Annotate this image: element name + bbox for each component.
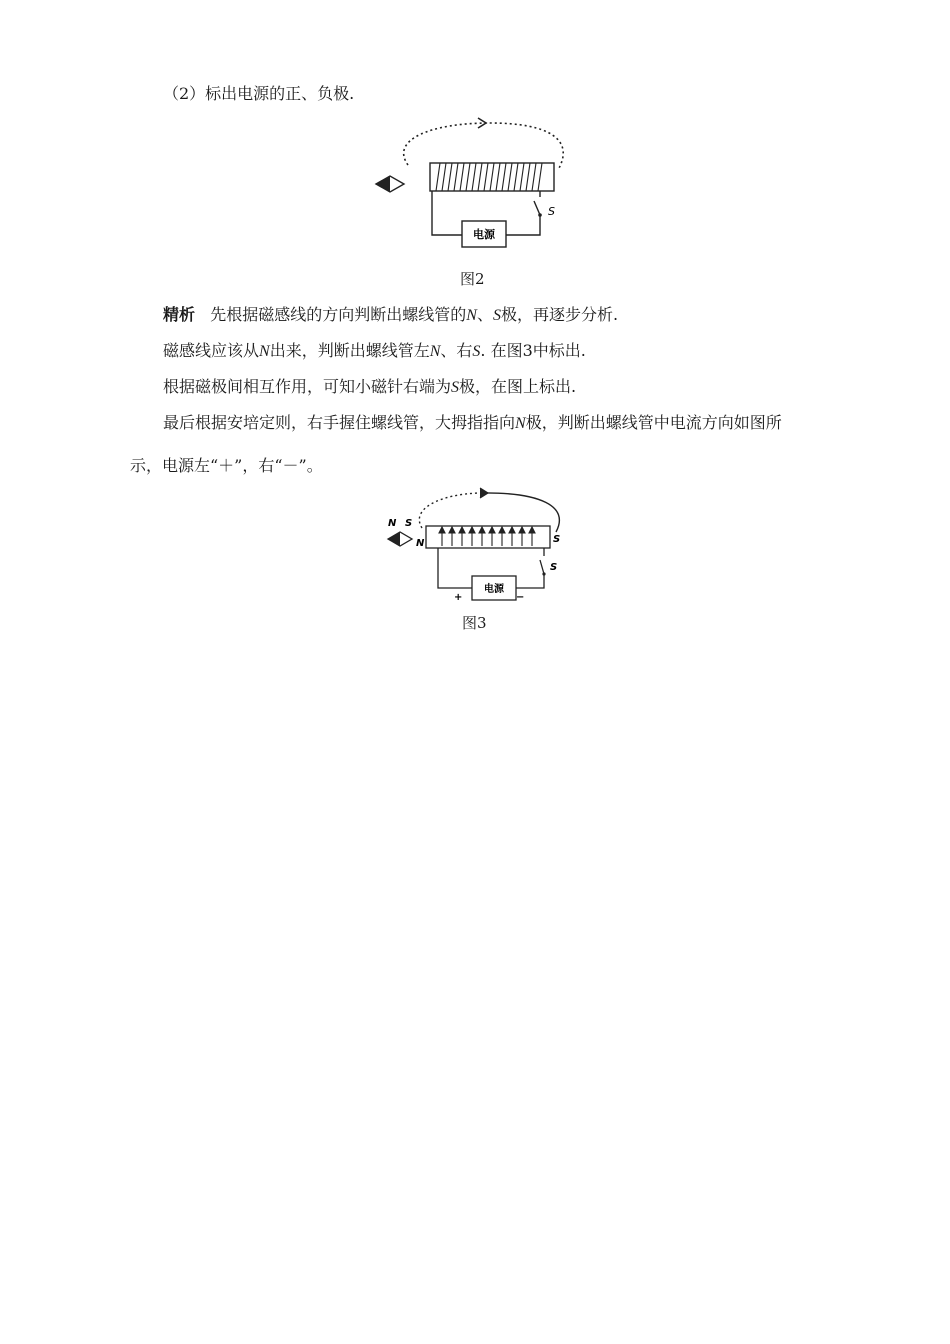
- power-label: 电源: [473, 228, 495, 241]
- analysis-paragraph-5: [130, 456, 323, 476]
- needle-n-label: N: [388, 518, 397, 529]
- compass-needle-icon: [388, 532, 412, 546]
- coil-right-label: S: [553, 534, 561, 545]
- p5-text-a: 示，电源左“＋”，右“－”。: [130, 456, 323, 475]
- analysis-paragraph-3: [163, 377, 576, 398]
- power-label-3: 电源: [484, 584, 504, 595]
- p4-n: N: [515, 415, 526, 432]
- p2-n2: N: [429, 343, 441, 360]
- p1-s: S: [492, 307, 501, 324]
- switch-label: S: [548, 205, 555, 218]
- p1-text-a: 先根据磁感线的方向判断出螺线管的: [210, 305, 467, 324]
- p2-s: S: [472, 343, 481, 360]
- p1-text-b: 、: [476, 305, 493, 324]
- p2-text-d: . 在图3中标出.: [480, 341, 586, 360]
- switch-label-3: S: [550, 562, 558, 573]
- figure-3-caption: 图3: [462, 614, 487, 632]
- p1-text-c: 极，再逐步分析.: [500, 305, 619, 324]
- figure-3-diagram: [380, 484, 570, 604]
- p3-text-b: 极，在图上标出.: [459, 377, 577, 396]
- minus-label: −: [516, 592, 525, 603]
- p2-text-a: 磁感线应该从: [163, 341, 260, 360]
- plus-label: +: [454, 592, 463, 603]
- p3-s: S: [451, 379, 460, 396]
- p4-text-a: 最后根据安培定则，右手握住螺线管，大拇指指向: [163, 413, 516, 432]
- figure-2-diagram: [370, 115, 580, 250]
- analysis-paragraph-2: [163, 341, 586, 362]
- coil-left-label: N: [416, 538, 425, 549]
- analysis-tag: 精析: [163, 305, 196, 324]
- question-text: （2）标出电源的正、负极.: [163, 84, 355, 103]
- p2-text-c: 、右: [440, 341, 473, 360]
- figure-2-caption: 图2: [460, 270, 485, 288]
- p1-n: N: [466, 307, 477, 324]
- p3-text-a: 根据磁极间相互作用，可知小磁针右端为: [163, 377, 452, 396]
- compass-needle-icon: [376, 176, 404, 192]
- p4-text-b: 极，判断出螺线管中电流方向如图所: [525, 413, 782, 432]
- needle-s-label: S: [405, 518, 413, 529]
- p2-n: N: [259, 343, 270, 360]
- p2-text-b: 出来，判断出螺线管左: [269, 341, 430, 360]
- analysis-paragraph-1: [163, 305, 618, 326]
- analysis-paragraph-4: [163, 413, 782, 434]
